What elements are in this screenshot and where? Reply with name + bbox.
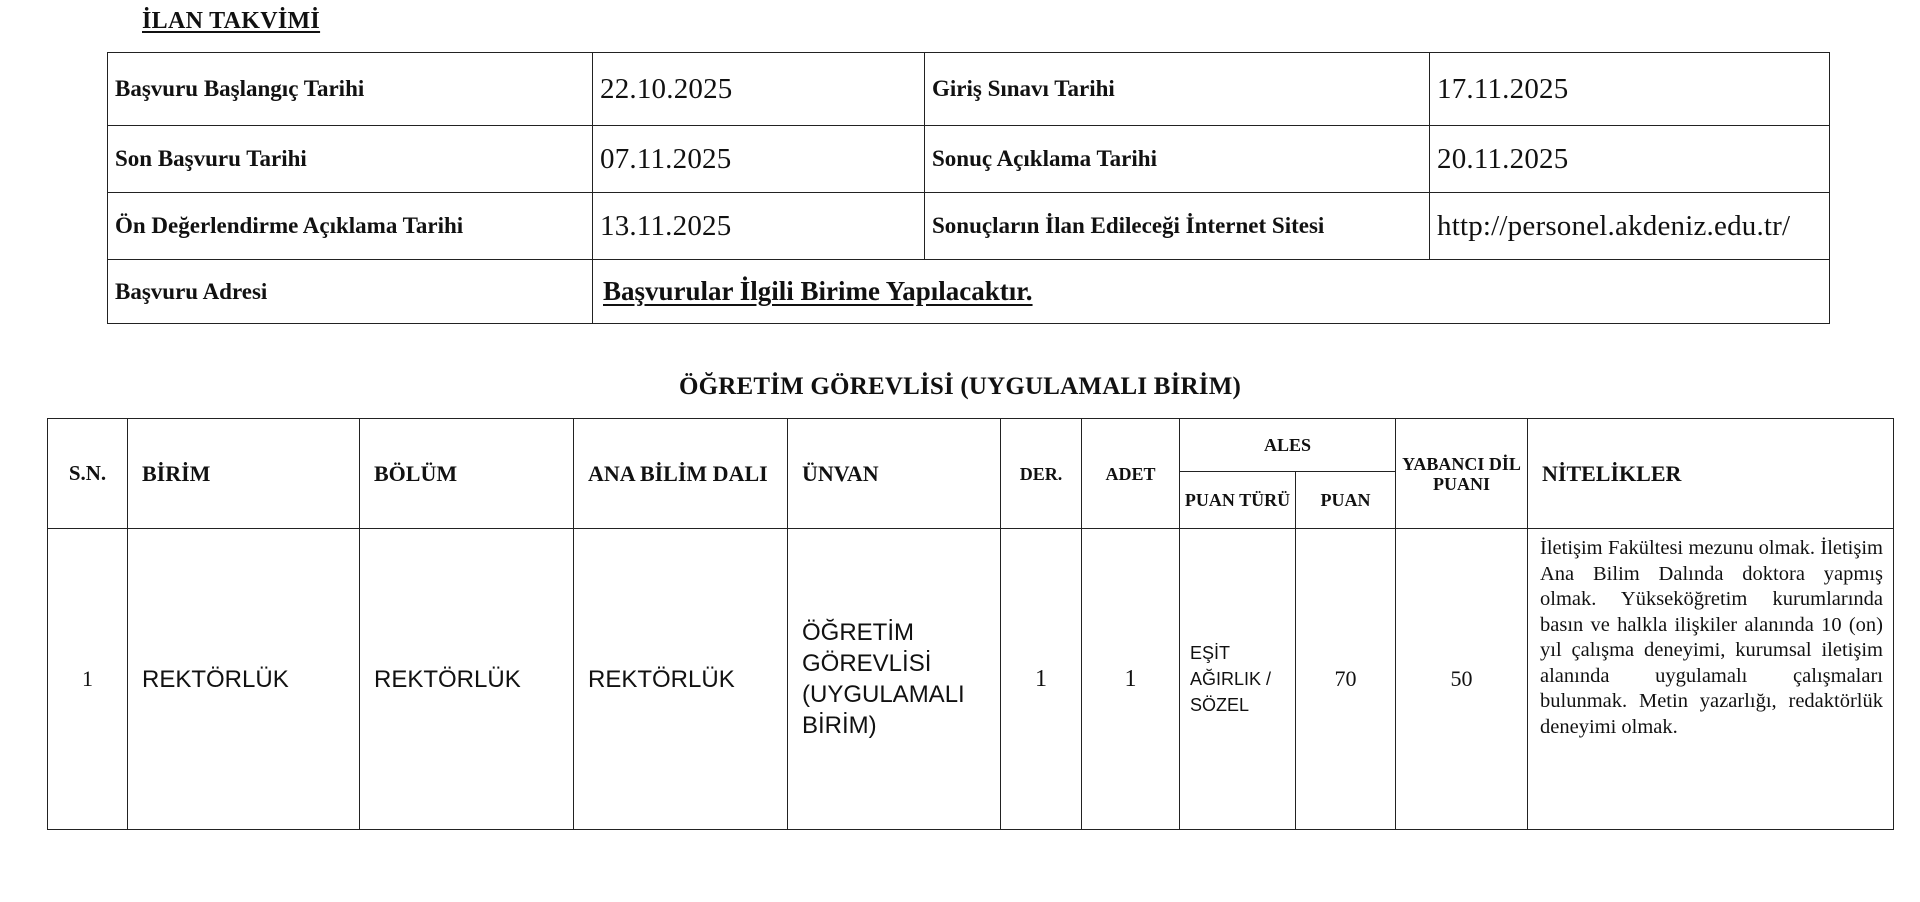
address-value: Başvurular İlgili Birime Yapılacaktır.	[593, 260, 1830, 324]
positions-table	[47, 418, 1894, 830]
results-website-label: Sonuçların İlan Edileceği İnternet Sitesi	[925, 193, 1430, 260]
entrance-exam-label: Giriş Sınavı Tarihi	[925, 53, 1430, 126]
results-website-link[interactable]: http://personel.akdeniz.edu.tr/	[1430, 193, 1830, 260]
header-yabanci-dil-puani: YABANCI DİL PUANI	[1396, 419, 1528, 529]
application-deadline-label: Son Başvuru Tarihi	[108, 126, 593, 193]
result-announcement-value: 20.11.2025	[1430, 126, 1830, 193]
cell-puan: 70	[1296, 529, 1396, 830]
cell-bolum: REKTÖRLÜK	[360, 529, 574, 830]
cell-nitelikler	[1528, 529, 1894, 830]
header-puan: PUAN	[1296, 472, 1396, 529]
cell-adet: 1	[1082, 529, 1180, 830]
section-title: ÖĞRETİM GÖREVLİSİ (UYGULAMALI BİRİM)	[678, 373, 1242, 400]
address-label: Başvuru Adresi	[108, 260, 593, 324]
entrance-exam-value: 17.11.2025	[1430, 53, 1830, 126]
header-birim: BİRİM	[128, 419, 360, 529]
header-bolum: BÖLÜM	[360, 419, 574, 529]
header-adet: ADET	[1082, 419, 1180, 529]
header-ana-bilim-dali: ANA BİLİM DALI	[574, 419, 788, 529]
application-deadline-value: 07.11.2025	[593, 126, 925, 193]
cell-ana-bilim-dali: REKTÖRLÜK	[574, 529, 788, 830]
schedule-row	[108, 126, 1830, 193]
application-start-value: 22.10.2025	[593, 53, 925, 126]
header-puan-turu: PUAN TÜRÜ	[1180, 472, 1296, 529]
cell-sn: 1	[48, 529, 128, 830]
announcement-schedule-table	[107, 52, 1830, 324]
schedule-row	[108, 193, 1830, 260]
pre-evaluation-value: 13.11.2025	[593, 193, 925, 260]
header-unvan: ÜNVAN	[788, 419, 1001, 529]
header-sn: S.N.	[48, 419, 128, 529]
table-row	[48, 529, 1894, 830]
header-ales: ALES	[1180, 419, 1396, 472]
header-nitelikler: NİTELİKLER	[1528, 419, 1894, 529]
schedule-row	[108, 260, 1830, 324]
result-announcement-label: Sonuç Açıklama Tarihi	[925, 126, 1430, 193]
qualifications-text: İletişim Fakültesi mezunu olmak. İletişim Ana Bilim Dalında doktora yapmış olmak. Yükseköğretim kurumlarında basın ve halkla ilişkiler alanında 10 (on) yıl çalışma deneyimi, kurumsal iletişim alanında uygulamalı çalışmaları bulunmak. Metin yazarlığı, redaktörlük deneyimi olmak.	[1540, 537, 1883, 738]
cell-birim: REKTÖRLÜK	[128, 529, 360, 830]
cell-yabanci-dil-puani: 50	[1396, 529, 1528, 830]
header-der: DER.	[1001, 419, 1082, 529]
pre-evaluation-label: Ön Değerlendirme Açıklama Tarihi	[108, 193, 593, 260]
table-header-row	[48, 419, 1894, 472]
cell-der: 1	[1001, 529, 1082, 830]
cell-puan-turu: EŞİT AĞIRLIK / SÖZEL	[1180, 529, 1296, 830]
page-title: İLAN TAKVİMİ	[142, 8, 321, 34]
cell-unvan: ÖĞRETİM GÖREVLİSİ (UYGULAMALI BİRİM)	[788, 529, 1001, 830]
application-start-label: Başvuru Başlangıç Tarihi	[108, 53, 593, 126]
schedule-row	[108, 53, 1830, 126]
